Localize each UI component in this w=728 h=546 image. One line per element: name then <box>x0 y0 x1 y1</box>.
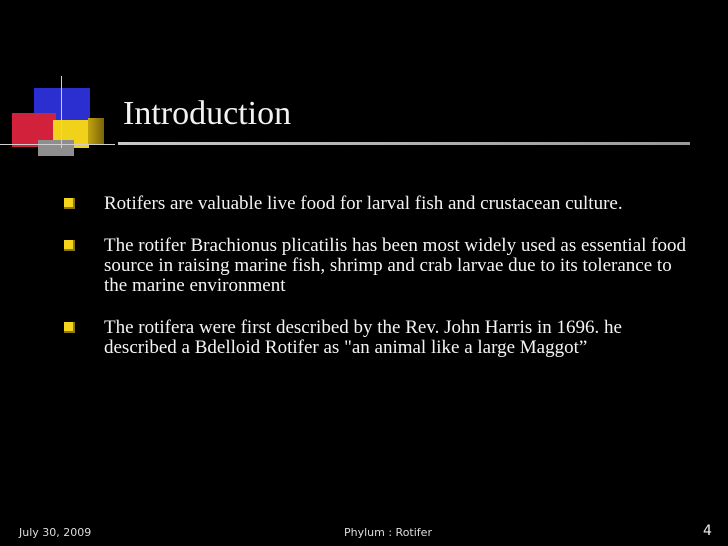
slide-title: Introduction <box>123 95 292 132</box>
bullet-text: The rotifera were first described by the Rev. John Harris in 1696. he described a Bdelloid Rotifer as "an animal like a large Maggot” <box>104 317 622 358</box>
logo-gray-block <box>38 140 74 156</box>
bullet-square-icon <box>64 198 75 209</box>
bullet-square-icon <box>64 322 75 333</box>
bullet-text: Rotifers are valuable live food for larval fish and crustacean culture. <box>104 193 623 214</box>
bullet-text: The rotifer Brachionus plicatilis has been most widely used as essential food source in raising marine fish, shrimp and crab larvae due to its tolerance to the marine environment <box>104 235 686 296</box>
bullet-item <box>64 318 704 358</box>
bullet-item <box>64 194 704 214</box>
page-number: 4 <box>703 523 712 539</box>
logo-gold-block <box>88 118 104 144</box>
bullet-list <box>64 194 704 380</box>
footer-title: Phylum : Rotifer <box>344 526 432 539</box>
logo-vertical-line <box>61 76 62 148</box>
bullet-square-icon <box>64 240 75 251</box>
logo-horizontal-line <box>0 144 115 145</box>
footer-date: July 30, 2009 <box>19 526 92 539</box>
bullet-item <box>64 236 704 296</box>
title-divider <box>118 142 690 145</box>
